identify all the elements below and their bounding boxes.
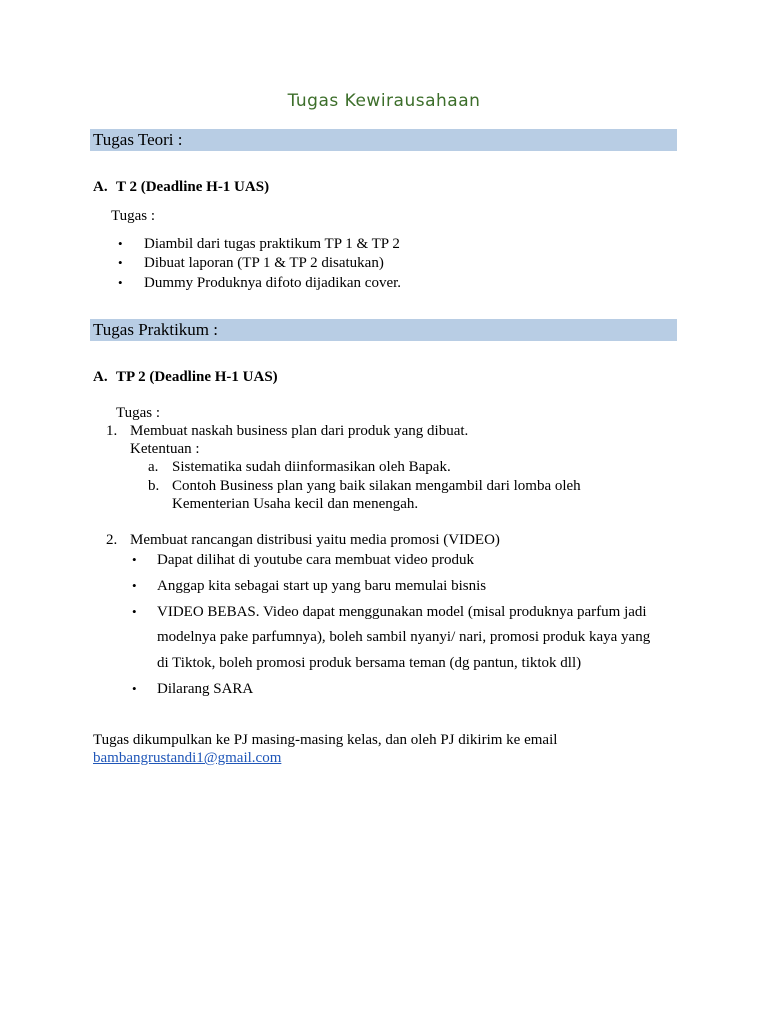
praktikum-item-marker: A.: [93, 369, 108, 385]
footer-note: Tugas dikumpulkan ke PJ masing-masing kelas, dan oleh PJ dikirim ke email: [93, 732, 558, 748]
email-link[interactable]: bambangrustandi1@gmail.com: [93, 750, 282, 766]
section-header-teori: [90, 129, 677, 151]
step-2-number: 2.: [106, 532, 118, 548]
praktikum-tugas-label: Tugas :: [116, 405, 161, 421]
footer-email-wrap: [93, 749, 281, 767]
section-header-praktikum-label: Tugas Praktikum :: [93, 320, 219, 339]
ketentuan-label: Ketentuan :: [130, 441, 200, 457]
step-2-text: Membuat rancangan distribusi yaitu media promosi (VIDEO): [130, 532, 500, 548]
step-1-text: Membuat naskah business plan dari produk yang dibuat.: [130, 423, 469, 439]
bullet-icon: •: [132, 552, 137, 567]
step-1-number: 1.: [106, 423, 118, 439]
sub-a-text: Sistematika sudah diinformasikan oleh Bapak.: [172, 459, 451, 475]
praktikum-item-title: TP 2 (Deadline H-1 UAS): [116, 369, 278, 385]
sub-a-marker: a.: [148, 459, 159, 475]
sub-b-marker: b.: [148, 478, 160, 494]
teori-bullet-1: Diambil dari tugas praktikum TP 1 & TP 2: [144, 236, 400, 252]
step-2-bullet-3-line-2: modelnya pake parfumnya), boleh sambil nyanyi/ nari, promosi produk kaya yang: [157, 629, 651, 645]
bullet-icon: •: [132, 604, 137, 619]
teori-bullet-3: Dummy Produknya difoto dijadikan cover.: [144, 275, 402, 291]
bullet-icon: •: [118, 236, 123, 251]
sub-b-text-line-2: Kementerian Usaha kecil dan menengah.: [172, 496, 419, 512]
document-title: Tugas Kewirausahaan: [287, 91, 481, 111]
teori-bullet-2: Dibuat laporan (TP 1 & TP 2 disatukan): [144, 255, 384, 271]
bullet-icon: •: [132, 681, 137, 696]
step-2-bullet-1: Dapat dilihat di youtube cara membuat video produk: [157, 552, 474, 568]
bullet-icon: •: [132, 578, 137, 593]
teori-item-title: T 2 (Deadline H-1 UAS): [116, 179, 270, 195]
teori-tugas-label: Tugas :: [111, 208, 156, 224]
step-2-bullet-3-line-1: VIDEO BEBAS. Video dapat menggunakan model (misal produknya parfum jadi: [157, 604, 647, 620]
section-header-praktikum: [90, 319, 677, 341]
bullet-icon: •: [118, 275, 123, 290]
step-2-bullet-4: Dilarang SARA: [157, 681, 254, 697]
bullet-icon: •: [118, 255, 123, 270]
teori-item-marker: A.: [93, 179, 108, 195]
sub-b-text-line-1: Contoh Business plan yang baik silakan mengambil dari lomba oleh: [172, 478, 581, 494]
step-2-bullet-3-line-3: di Tiktok, boleh promosi produk bersama teman (dg pantun, tiktok dll): [157, 655, 582, 671]
step-2-bullet-2: Anggap kita sebagai start up yang baru memulai bisnis: [157, 578, 487, 594]
section-header-teori-label: Tugas Teori :: [93, 130, 183, 149]
